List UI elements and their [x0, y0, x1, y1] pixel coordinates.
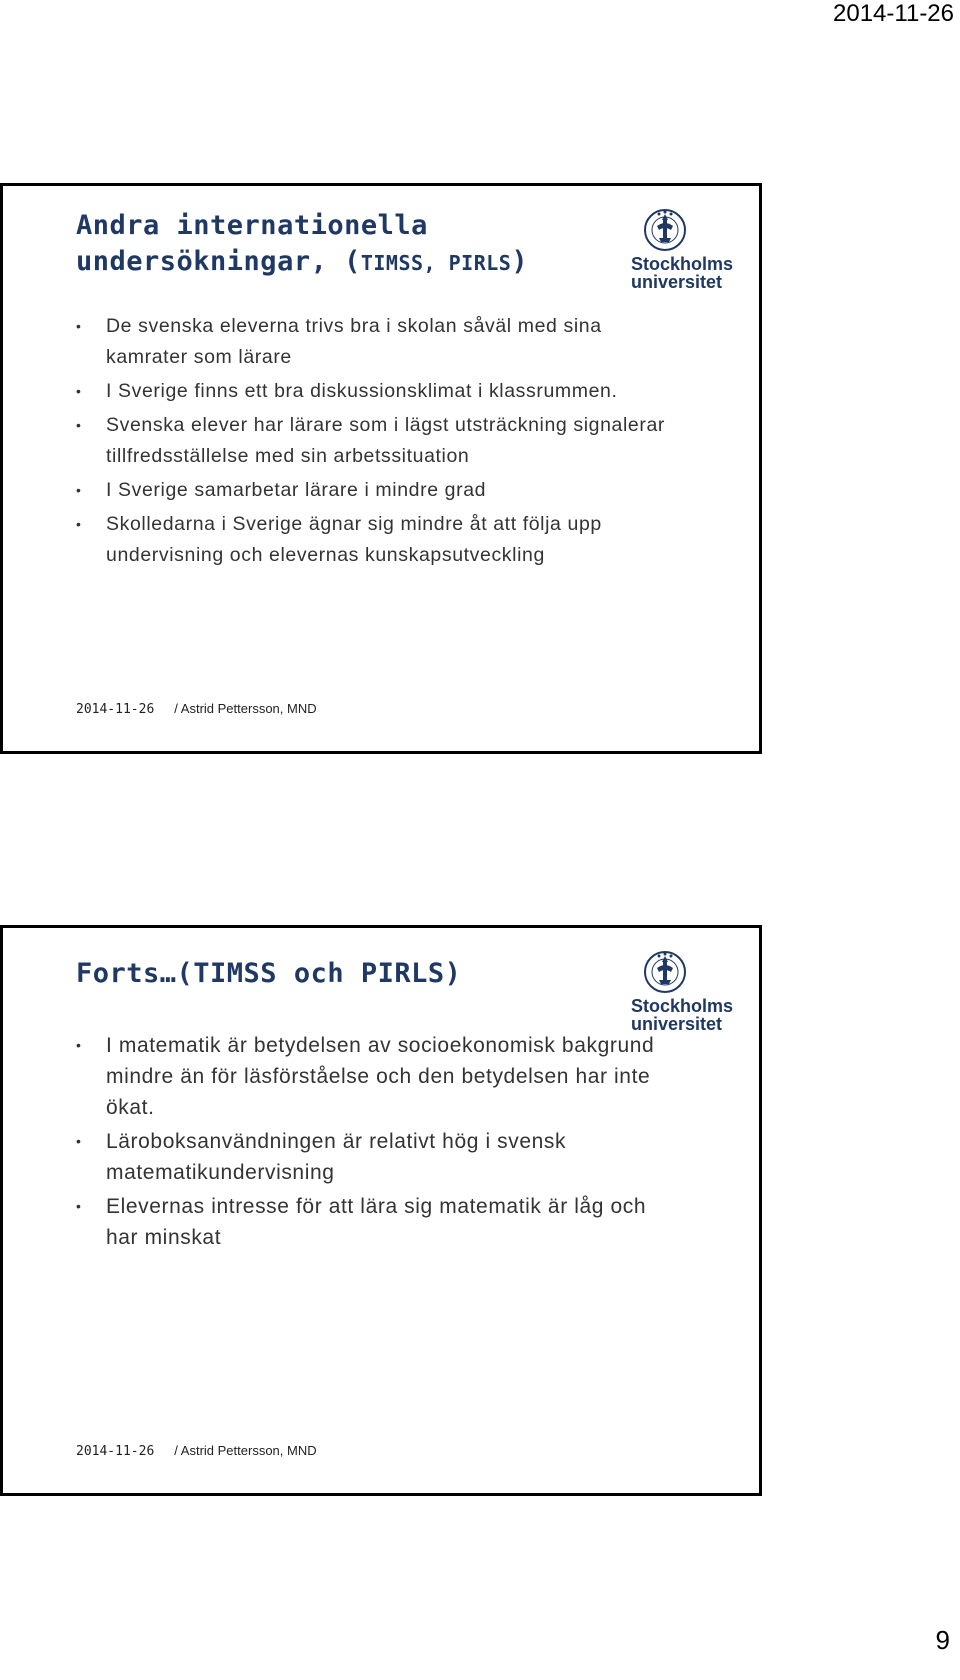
bullet-text: Skolledarna i Sverige ägnar sig mindre åt att följa upp undervisning och elevernas kunskapsutveckling: [106, 513, 602, 566]
slide-1: [0, 183, 762, 754]
slide-2: [0, 925, 762, 1496]
list-item: [76, 311, 676, 373]
list-item: [76, 1126, 676, 1188]
bullet-text: Läroboksanvändningen är relativt hög i svensk matematikundervisning: [106, 1130, 567, 1184]
footer-date: 2014-11-26: [76, 702, 155, 717]
bullet-text: I Sverige samarbetar lärare i mindre grad: [106, 479, 487, 501]
list-item: [76, 475, 676, 506]
bullet-icon: •: [76, 516, 82, 532]
bullet-icon: •: [76, 482, 82, 498]
bullet-icon: •: [76, 417, 82, 433]
title-main: Andra internationella undersökningar, (: [76, 210, 428, 277]
slide-footer: [76, 701, 317, 717]
bullet-list: [76, 311, 676, 574]
list-item: [76, 509, 676, 571]
stockholms-universitet-logo: [629, 204, 739, 300]
stockholms-universitet-logo: [629, 946, 739, 1042]
bullet-icon: •: [76, 1037, 82, 1053]
page-number: 9: [935, 1625, 950, 1655]
bullet-text: I Sverige finns ett bra diskussionsklimat i klassrummen.: [106, 380, 618, 402]
slide-title: [76, 208, 596, 281]
list-item: [76, 410, 676, 472]
list-item: [76, 376, 676, 407]
bullet-list: [76, 1030, 676, 1256]
list-item: [76, 1030, 676, 1123]
bullet-icon: •: [76, 1198, 82, 1214]
title-close: ): [511, 246, 529, 277]
bullet-text: De svenska eleverna trivs bra i skolan såväl med sina kamrater som lärare: [106, 315, 602, 368]
logo-line2: universitet: [631, 1014, 723, 1034]
footer-author: / Astrid Pettersson, MND: [174, 1443, 317, 1458]
title-abbrev: TIMSS, PIRLS: [360, 251, 512, 275]
list-item: [76, 1191, 676, 1253]
footer-date: 2014-11-26: [76, 1444, 155, 1459]
bullet-icon: •: [76, 1133, 82, 1149]
footer-author: / Astrid Pettersson, MND: [174, 701, 317, 716]
bullet-text: Elevernas intresse för att lära sig matematik är låg och har minskat: [106, 1195, 647, 1249]
page-header-date: 2014-11-26: [833, 0, 954, 27]
slide-title: Forts…(TIMSS och PIRLS): [76, 958, 462, 989]
bullet-text: Svenska elever har lärare som i lägst utsträckning signalerar tillfredsställelse med sin arbetssituation: [106, 414, 666, 467]
logo-line1: Stockholms: [631, 996, 734, 1016]
logo-line1: Stockholms: [631, 254, 734, 274]
logo-line2: universitet: [631, 272, 723, 292]
bullet-icon: •: [76, 383, 82, 399]
bullet-text: I matematik är betydelsen av socioekonomisk bakgrund mindre än för läsförståelse och den betydelsen har inte ökat.: [106, 1034, 655, 1119]
bullet-icon: •: [76, 318, 82, 334]
slide-footer: [76, 1443, 317, 1459]
